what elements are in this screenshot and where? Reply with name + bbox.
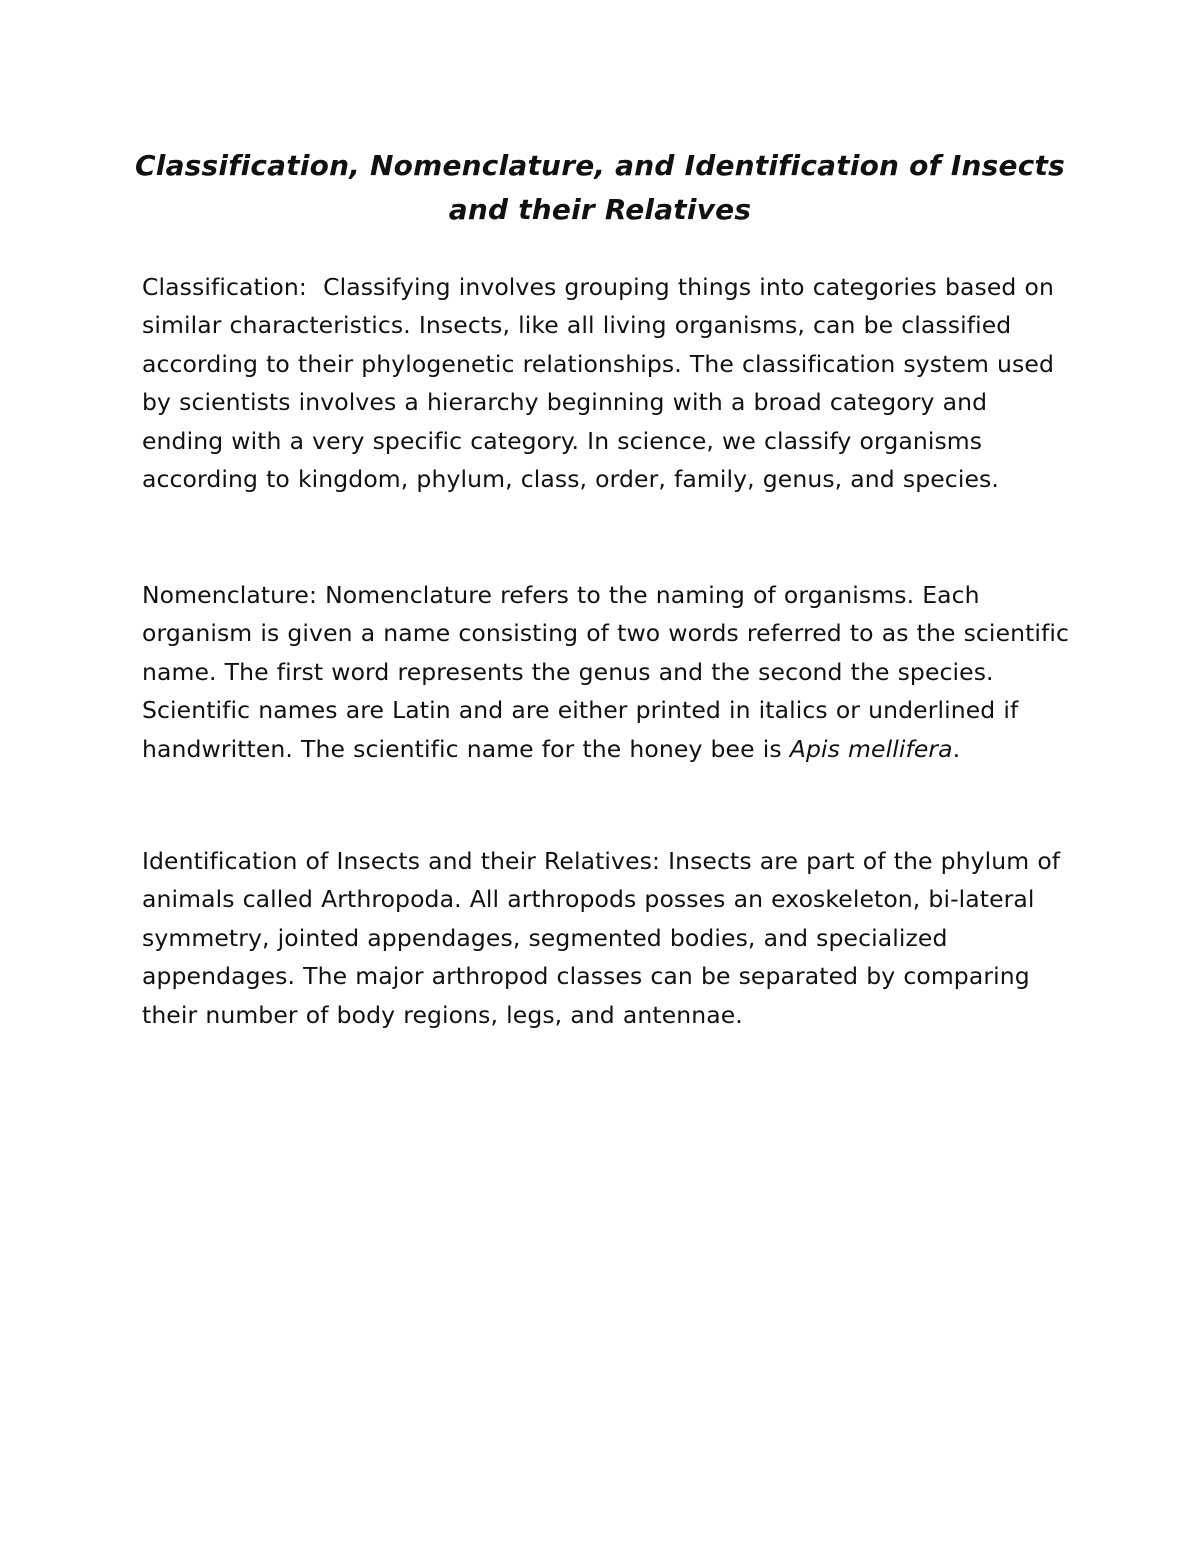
nomenclature-heading: Nomenclature: (142, 581, 317, 609)
nomenclature-end-punct: . (952, 734, 961, 763)
identification-paragraph (142, 842, 1072, 1034)
identification-text: Insects are part of the phylum of animals called Arthropoda. All arthropods posses an exoskeleton, bi-lateral symmetry, jointed appendages, segmented bodies, and specialized appendages. The major arthropod classes can be separated by comparing their number of body regions, legs, and antennae. (142, 847, 1061, 1029)
nomenclature-text: Nomenclature refers to the naming of organisms. Each organism is given a name consisting of two words referred to as the scientific name. The first word represents the genus and the second the species. Scientific names are Latin and are either printed in italics or underlined if handwritten. The scientific name for the honey bee is (142, 581, 1070, 763)
classification-paragraph (142, 268, 1072, 498)
title-line-1: Classification, Nomenclature, and Identification of Insects (135, 149, 1065, 182)
identification-heading: Identification of Insects and their Relatives: (142, 847, 660, 875)
title-line-2: and their Relatives (448, 193, 752, 226)
classification-text: Classifying involves grouping things into categories based on similar characteristics. Insects, like all living organisms, can be classified according to their phylogenetic relationships. The classification system used by scientists involves a hierarchy beginning with a broad category and ending with a very specific category. In science, we classify organisms according to kingdom, phylum, class, order, family, genus, and species. (142, 273, 1054, 494)
nomenclature-paragraph (142, 576, 1072, 768)
classification-heading: Classification: (142, 273, 307, 301)
scientific-name: Apis mellifera (789, 734, 953, 763)
document-title (100, 144, 1100, 232)
